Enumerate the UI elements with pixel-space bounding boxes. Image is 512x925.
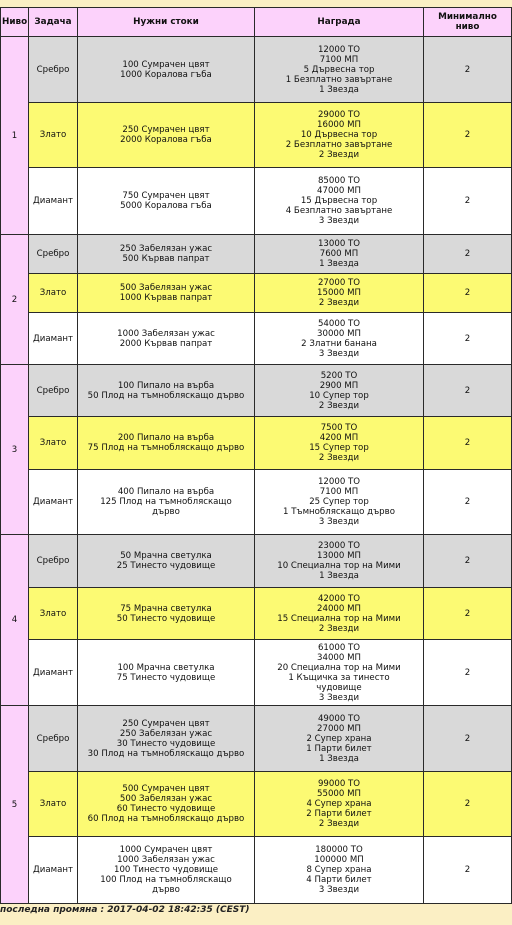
reward-cell: 27000 ТО 15000 МП 2 Звезди	[255, 274, 424, 313]
reward-cell: 23000 ТО 13000 МП 10 Специална тор на Мими 1 Звезда	[255, 535, 424, 588]
min-level-cell: 2	[424, 772, 512, 837]
reward-cell: 49000 ТО 27000 МП 2 Супер храна 1 Парти билет 1 Звезда	[255, 706, 424, 772]
min-level-cell: 2	[424, 640, 512, 706]
task-cell: Диамант	[29, 470, 78, 535]
items-cell: 250 Забелязан ужас 500 Кървав папрат	[78, 235, 255, 274]
header-task: Задача	[29, 8, 78, 37]
quest-rewards-table	[0, 7, 512, 904]
table-row	[1, 640, 512, 706]
reward-cell: 7500 ТО 4200 МП 15 Супер тор 2 Звезди	[255, 417, 424, 470]
min-level-cell: 2	[424, 168, 512, 235]
level-cell: 2	[1, 235, 29, 365]
min-level-cell: 2	[424, 588, 512, 640]
reward-cell: 29000 ТО 16000 МП 10 Дървесна тор 2 Безплатно завъртане 2 Звезди	[255, 103, 424, 168]
items-cell: 100 Пипало на върба 50 Плод на тъмнобляскащо дърво	[78, 365, 255, 417]
level-cell: 5	[1, 706, 29, 904]
table-row	[1, 588, 512, 640]
task-cell: Злато	[29, 274, 78, 313]
task-cell: Диамант	[29, 168, 78, 235]
last-modified: последна промяна : 2017-04-02 18:42:35 (CEST)	[0, 905, 250, 915]
task-cell: Диамант	[29, 837, 78, 904]
header-reward: Награда	[255, 8, 424, 37]
table-row	[1, 535, 512, 588]
header-items: Нужни стоки	[78, 8, 255, 37]
reward-cell: 42000 ТО 24000 МП 15 Специална тор на Мими 2 Звезди	[255, 588, 424, 640]
task-cell: Диамант	[29, 640, 78, 706]
items-cell: 100 Мрачна светулка 75 Тинесто чудовище	[78, 640, 255, 706]
table-row	[1, 417, 512, 470]
min-level-cell: 2	[424, 37, 512, 103]
items-cell: 75 Мрачна светулка 50 Тинесто чудовище	[78, 588, 255, 640]
items-cell: 100 Сумрачен цвят 1000 Коралова гъба	[78, 37, 255, 103]
task-cell: Сребро	[29, 37, 78, 103]
items-cell: 500 Забелязан ужас 1000 Кървав папрат	[78, 274, 255, 313]
min-level-cell: 2	[424, 417, 512, 470]
table-row	[1, 365, 512, 417]
header-level: Ниво	[1, 8, 29, 37]
items-cell: 250 Сумрачен цвят 2000 Коралова гъба	[78, 103, 255, 168]
task-cell: Злато	[29, 588, 78, 640]
reward-cell: 12000 ТО 7100 МП 5 Дървесна тор 1 Безплатно завъртане 1 Звезда	[255, 37, 424, 103]
min-level-cell: 2	[424, 365, 512, 417]
table-row	[1, 235, 512, 274]
level-cell: 3	[1, 365, 29, 535]
min-level-cell: 2	[424, 313, 512, 365]
reward-cell: 99000 ТО 55000 МП 4 Супер храна 2 Парти билет 2 Звезди	[255, 772, 424, 837]
items-cell: 200 Пипало на върба 75 Плод на тъмнобляскащо дърво	[78, 417, 255, 470]
table-row	[1, 274, 512, 313]
reward-cell: 85000 ТО 47000 МП 15 Дървесна тор 4 Безплатно завъртане 3 Звезди	[255, 168, 424, 235]
min-level-cell: 2	[424, 837, 512, 904]
task-cell: Сребро	[29, 365, 78, 417]
items-cell: 1000 Сумрачен цвят 1000 Забелязан ужас 100 Тинесто чудовище 100 Плод на тъмнобляскащо дърво	[78, 837, 255, 904]
items-cell: 50 Мрачна светулка 25 Тинесто чудовище	[78, 535, 255, 588]
task-cell: Злато	[29, 417, 78, 470]
task-cell: Злато	[29, 103, 78, 168]
task-cell: Злато	[29, 772, 78, 837]
table-row	[1, 103, 512, 168]
reward-cell: 13000 ТО 7600 МП 1 Звезда	[255, 235, 424, 274]
items-cell: 750 Сумрачен цвят 5000 Коралова гъба	[78, 168, 255, 235]
min-level-cell: 2	[424, 274, 512, 313]
min-level-cell: 2	[424, 235, 512, 274]
items-cell: 1000 Забелязан ужас 2000 Кървав папрат	[78, 313, 255, 365]
table-row	[1, 313, 512, 365]
reward-cell: 5200 ТО 2900 МП 10 Супер тор 2 Звезди	[255, 365, 424, 417]
reward-cell: 180000 ТО 100000 МП 8 Супер храна 4 Парти билет 3 Звезди	[255, 837, 424, 904]
items-cell: 250 Сумрачен цвят 250 Забелязан ужас 30 Тинесто чудовище 30 Плод на тъмнобляскащо дърво	[78, 706, 255, 772]
table-body	[1, 37, 512, 904]
task-cell: Диамант	[29, 313, 78, 365]
table-header-row	[1, 8, 512, 37]
header-min-level: Минимално ниво	[424, 8, 512, 37]
min-level-cell: 2	[424, 103, 512, 168]
min-level-cell: 2	[424, 706, 512, 772]
task-cell: Сребро	[29, 235, 78, 274]
table-row	[1, 706, 512, 772]
min-level-cell: 2	[424, 535, 512, 588]
reward-cell: 61000 ТО 34000 МП 20 Специална тор на Мими 1 Къщичка за тинесто чудовище 3 Звезди	[255, 640, 424, 706]
reward-cell: 12000 ТО 7100 МП 25 Супер тор 1 Тъмнобляскащо дърво 3 Звезди	[255, 470, 424, 535]
table-row	[1, 168, 512, 235]
items-cell: 500 Сумрачен цвят 500 Забелязан ужас 60 Тинесто чудовище 60 Плод на тъмнобляскащо дърво	[78, 772, 255, 837]
table-row	[1, 470, 512, 535]
table-row	[1, 37, 512, 103]
task-cell: Сребро	[29, 535, 78, 588]
table-row	[1, 837, 512, 904]
items-cell: 400 Пипало на върба 125 Плод на тъмнобляскащо дърво	[78, 470, 255, 535]
level-cell: 4	[1, 535, 29, 706]
table-row	[1, 772, 512, 837]
min-level-cell: 2	[424, 470, 512, 535]
task-cell: Сребро	[29, 706, 78, 772]
level-cell: 1	[1, 37, 29, 235]
reward-cell: 54000 ТО 30000 МП 2 Златни банана 3 Звезди	[255, 313, 424, 365]
